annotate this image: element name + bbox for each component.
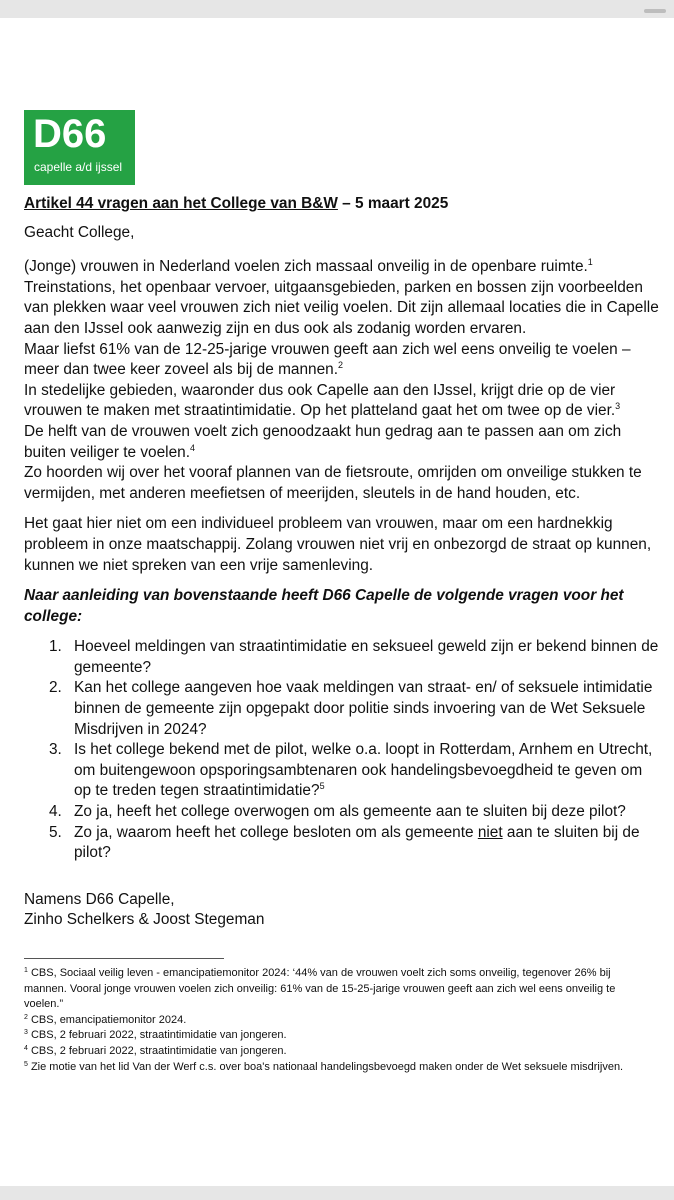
intro-paragraph [24,257,660,504]
text-line: Zo hoorden wij over het vooraf plannen van de fietsroute, omrijden om onveilige stukken te [24,464,642,482]
footnote-ref: 3 [615,401,621,412]
text-line: buiten veiliger te voelen.$^4$ [24,442,195,461]
questions-lead: Naar aanleiding van bovenstaande heeft D66 Capelle de volgende vragen voor het college: [24,587,624,625]
question-item: 4. Zo ja, heeft het college overwogen om als gemeente aan te sluiten bij deze pilot? [24,802,660,823]
questions-list [24,637,660,864]
text-line: probleem in onze maatschappij. Zolang vrouwen niet vrij en onbezorgd de straat op kunnen, [24,535,652,553]
footnotes [24,966,656,1075]
footnote: $^3$ CBS, 2 februari 2022, straatintimidatie van jongeren. [24,1029,287,1042]
signoff-line: Namens D66 Capelle, [24,890,175,908]
footnote: $^5$ Zie motie van het lid Van der Werf c.s. over boa's nationaal handelingsbevoegd maken onder de Wet seksuele misdrijven. [24,1060,624,1073]
title-underlined: Artikel 44 vragen aan het College van B&W [24,195,338,212]
question-item: 2. Kan het college aangeven hoe vaak meldingen van straat- en/ of seksuele intimidatie binnen de gemeente zijn opgepakt door politie sinds invoering van de Wet Seksuele Misdrijven in 2024? [49,679,653,738]
footnote: $^2$ CBS, emancipatiemonitor 2024. [24,1013,187,1026]
text-line: Het gaat hier niet om een individueel probleem van vrouwen, maar om een hardnekkig [24,515,613,533]
footnote-cont: mannen. Vooral jonge vrouwen voelen zich onveilig: 61% van de 15-25-jarige vrouwen geeft aan zich wel eens onveilig te [24,982,616,995]
emphasis-niet: niet [477,823,503,841]
question-number: 3. [49,741,62,759]
question-number: 2. [49,679,62,697]
footnote-ref: 2 [337,360,343,371]
text-line: vermijden, met anderen meefietsen of meerijden, sleutels in de hand houden, etc. [24,484,581,502]
letter-title [24,194,660,215]
footnote-ref: 1 [587,257,593,268]
footnote-cont: voelen.” [24,998,64,1011]
scroll-indicator[interactable] [644,9,666,13]
logo-name: D66 [33,112,107,156]
question-item: 1. Hoeveel meldingen van straatintimidatie en seksueel geweld zijn er bekend binnen de gemeente? [49,638,659,676]
letter-body [24,194,660,931]
text-line: van plekken waar veel vrouwen zich niet veilig voelen. Dit zijn allemaal locaties die in Capelle [24,299,659,317]
footnote-ref: 4 [189,442,195,453]
logo-subtitle: capelle a/d ijssel [34,160,123,174]
footnote: $^1$ CBS, Sociaal veilig leven - emancipatiemonitor 2024: ‘44% van de vrouwen voelt zich soms onveilig, tegenover 26% bij [24,967,611,979]
problem-paragraph [24,514,660,576]
footnote-ref: 5 [319,781,325,792]
footnote-divider [24,958,224,959]
question-item: 3. Is het college bekend met de pilot, welke o.a. loopt in Rotterdam, Arnhem en Utrecht, om buitengewoon opsporingsambtenaren ook handelingsbevoegdheid te geven om op te treden tegen straatintimidatie?$^5$ [49,741,653,800]
text-line: De helft van de vrouwen voelt zich genoodzaakt hun gedrag aan te passen aan om zich [24,422,622,440]
question-number: 1. [49,638,62,656]
question-item: 5. Zo ja, waarom heeft het college besloten om als gemeente niet aan te sluiten bij de pilot? [49,823,640,862]
footnote: $^4$ CBS, 2 februari 2022, straatintimidatie van jongeren. [24,1044,287,1057]
d66-logo [24,110,135,185]
text-line: (Jonge) vrouwen in Nederland voelen zich massaal onveilig in de openbare ruimte.$^1$ [24,257,593,276]
text-line: In stedelijke gebieden, waaronder dus ook Capelle aan den IJssel, krijgt drie op de vier [24,381,616,399]
viewer-bottom-bar [0,1186,674,1200]
text-line: meer dan twee keer zoveel als bij de mannen.$^2$ [24,360,343,379]
title-date: – 5 maart 2025 [337,195,449,212]
text-line: kunnen we niet spreken van een vrije samenleving. [24,556,374,574]
text-line: Maar liefst 61% van de 12-25-jarige vrouwen geeft aan zich wel eens onveilig te voelen – [24,340,631,358]
signoff-names: Zinho Schelkers & Joost Stegeman [24,911,265,929]
text-line: Treinstations, het openbaar vervoer, uitgaansgebieden, parken en bossen zijn voorbeelden [24,278,643,296]
question-number: 5. [49,823,62,841]
text-line: aan den IJssel ook aanwezig zijn en dus ook als zodanig worden ervaren. [24,319,527,337]
viewer-top-bar [0,0,674,18]
greeting: Geacht College, [24,223,135,241]
text-line: vrouwen te maken met straatintimidatie. Op het platteland gaat het om twee op de vier.$^3$ [24,401,621,420]
signoff [24,890,660,931]
question-number: 4. [49,803,62,821]
